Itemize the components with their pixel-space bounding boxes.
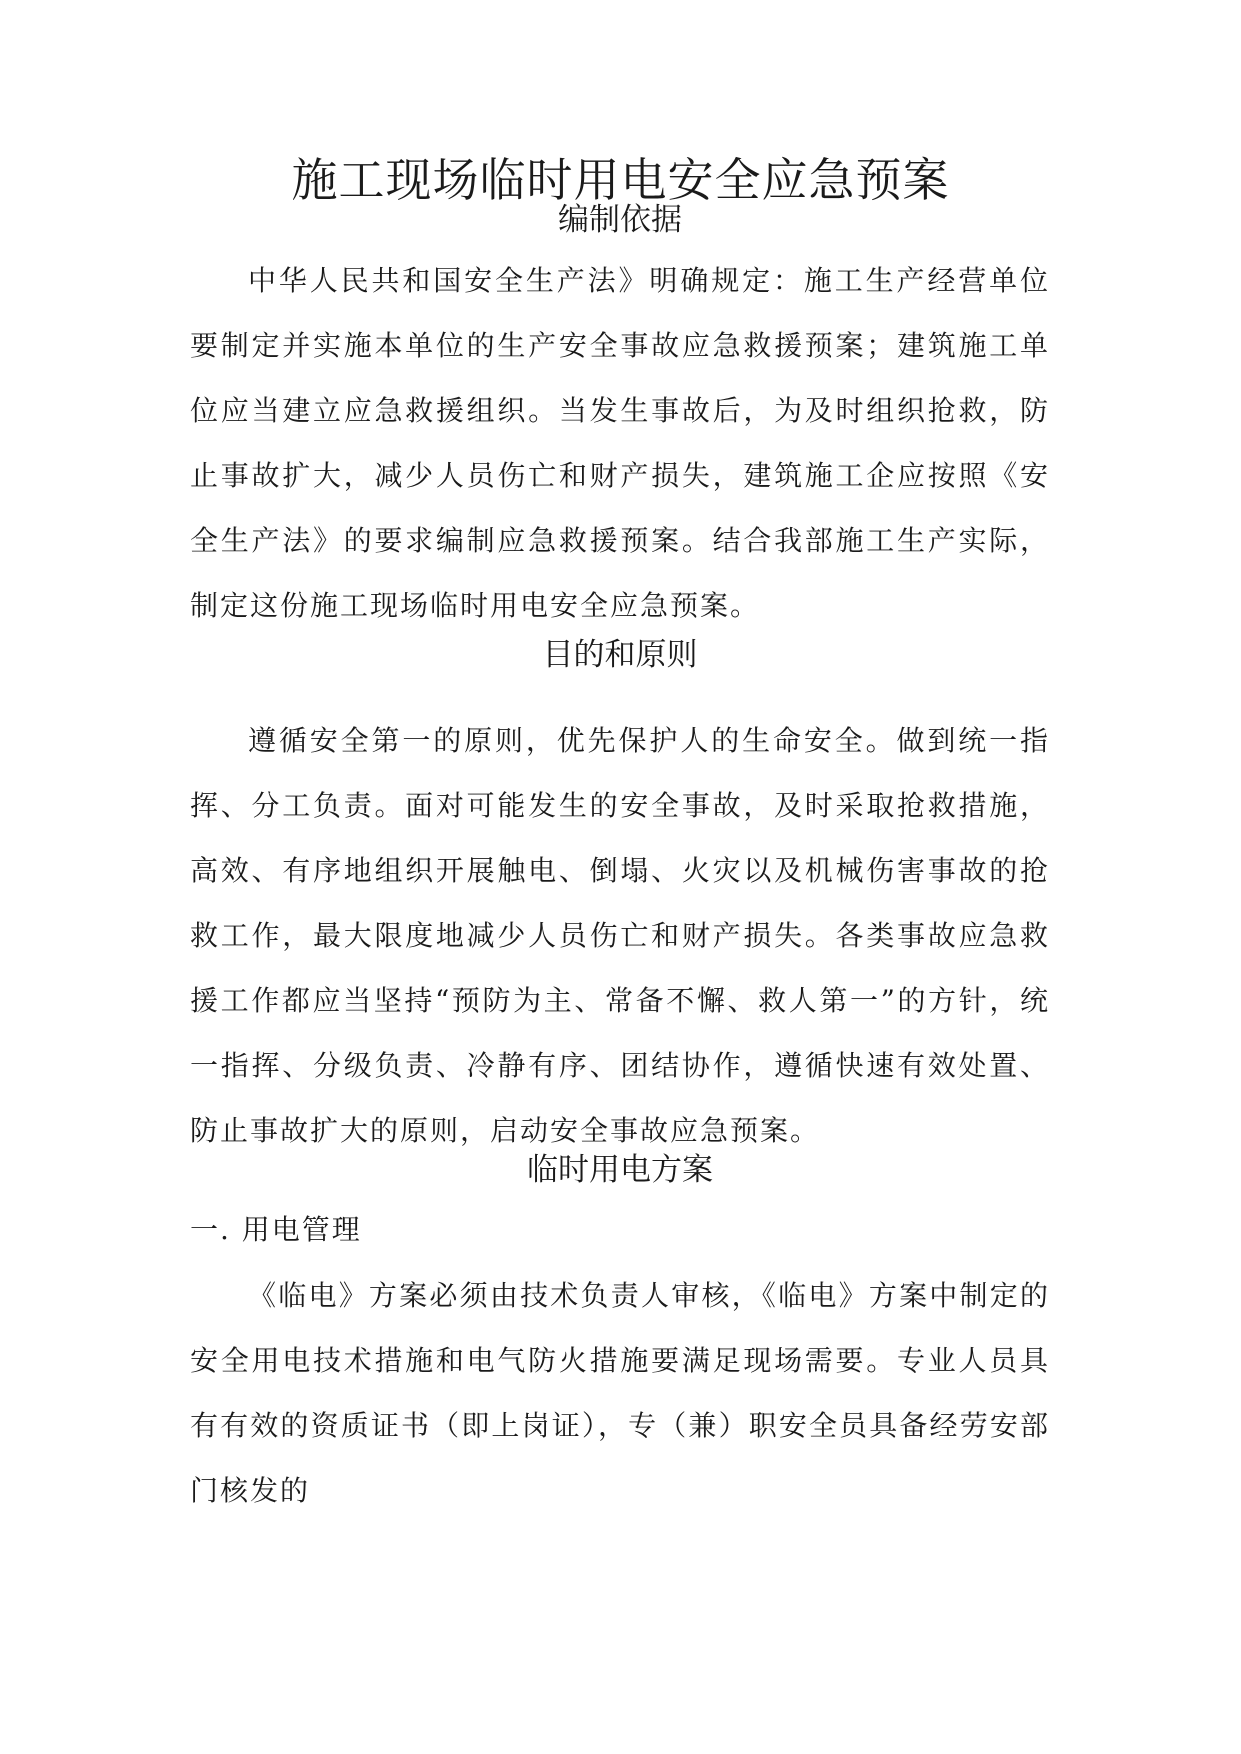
section-heading-basis: 编制依据 — [558, 202, 682, 238]
section-paragraph-plan: 《临电》方案必须由技术负责人审核，《临电》方案中制定的安全用电技术措施和电气防火措施要满足现场需要。专业人员具有有效的资质证书（即上岗证），专（兼）职安全员具备经劳安部门核发的 — [190, 1279, 1050, 1507]
section-heading-plan: 临时用电方案 — [527, 1152, 713, 1188]
section-paragraph-basis: 中华人民共和国安全生产法》明确规定：施工生产经营单位要制定并实施本单位的生产安全事故应急救援预案；建筑施工单位应当建立应急救援组织。当发生事故后，为及时组织抢救，防止事故扩大，减少人员伤亡和财产损失，建筑施工企应按照《安全生产法》的要求编制应急救援预案。结合我部施工生产实际，制定这份施工现场临时用电安全应急预案。 — [190, 264, 1050, 622]
document-title: 施工现场临时用电安全应急预案 — [291, 153, 950, 207]
subsection-heading-management: 一. 用电管理 — [190, 1213, 362, 1246]
section-paragraph-purpose: 遵循安全第一的原则，优先保护人的生命安全。做到统一指挥、分工负责。面对可能发生的安全事故，及时采取抢救措施，高效、有序地组织开展触电、倒塌、火灾以及机械伤害事故的抢救工作，最大限度地减少人员伤亡和财产损失。各类事故应急救援工作都应当坚持“预防为主、常备不懈、救人第一”的方针，统一指挥、分级负责、冷静有序、团结协作，遵循快速有效处置、防止事故扩大的原则，启动安全事故应急预案。 — [190, 724, 1050, 1147]
section-heading-purpose: 目的和原则 — [542, 637, 698, 673]
